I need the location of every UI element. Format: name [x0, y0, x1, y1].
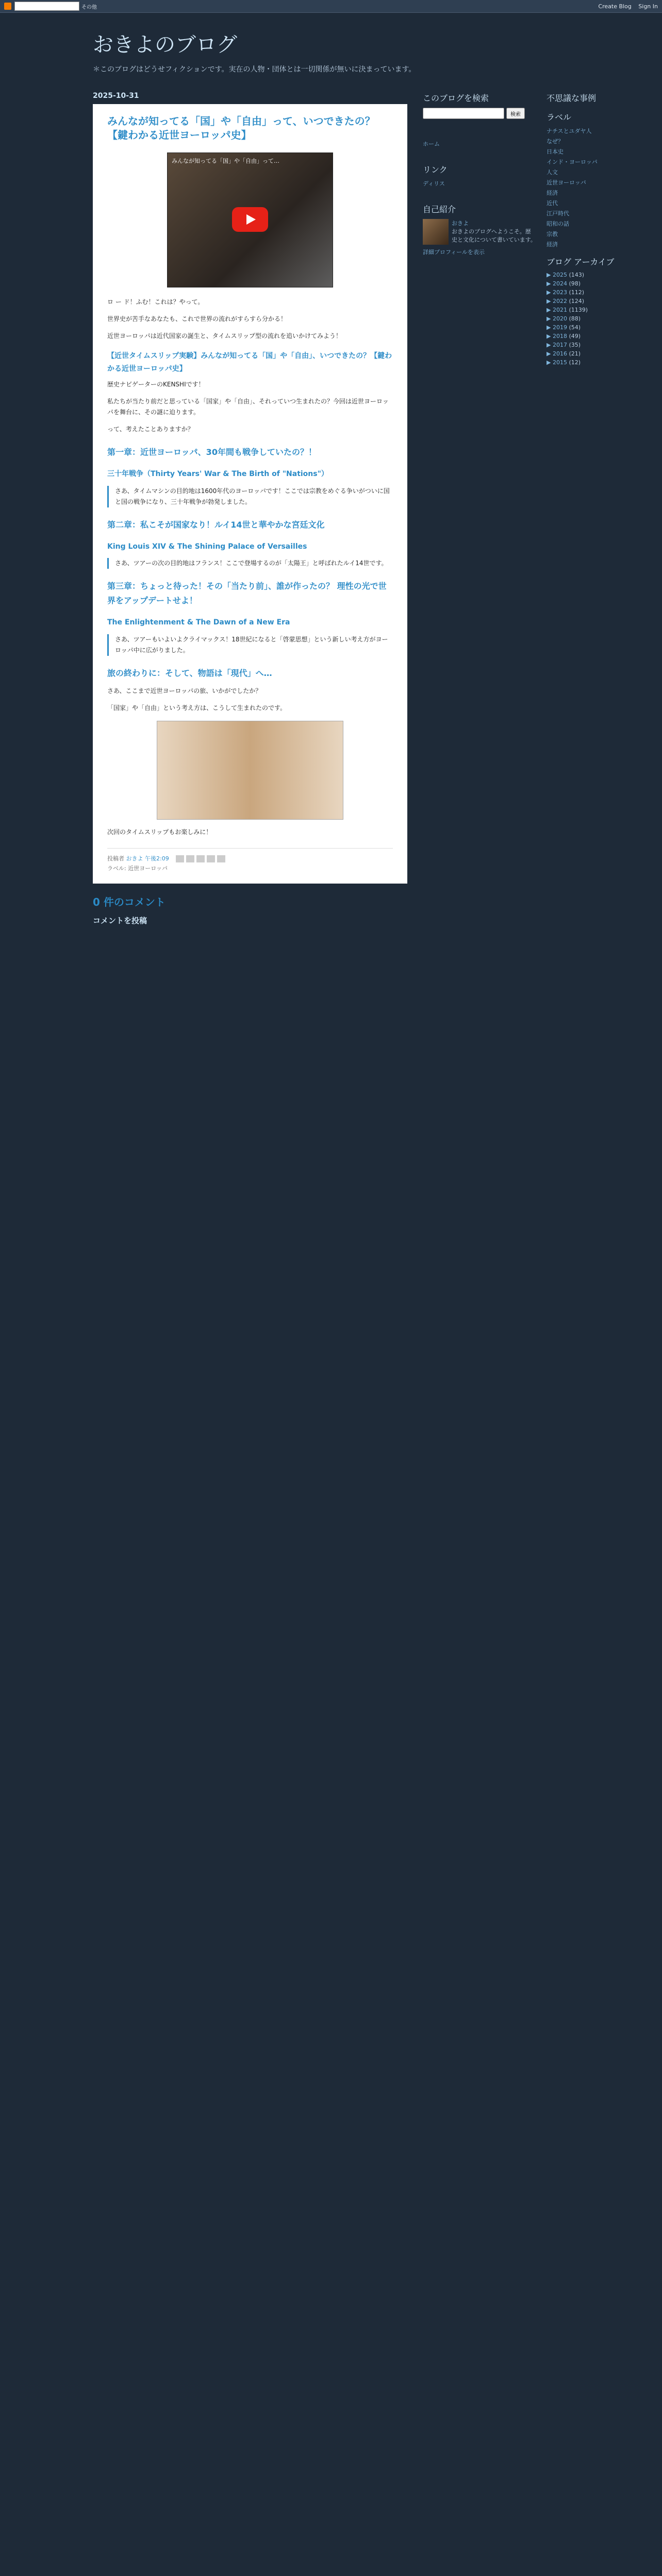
archive-count: (112) — [569, 289, 585, 296]
section-heading: 第二章：私こそが国家なり！ルイ14世と華やかな宮廷文化 — [107, 519, 325, 530]
archive-count: (98) — [569, 280, 581, 287]
avatar[interactable] — [423, 219, 449, 245]
post-paragraph: 私たちが当たり前だと思っている「国家」や「自由」、それっていつ生まれたの？今回は近世ヨーロッパを舞台に、その謎に迫ります。 — [107, 398, 389, 416]
blog-description: ＊このブログはどうせフィクションです。実在の人物・団体とは一切関係が無いに決まっています。 — [93, 65, 416, 74]
video-title: みんなが知ってる「国」や「自由」って… — [172, 158, 279, 164]
archive-count: (35) — [569, 342, 581, 348]
list-item[interactable] — [547, 137, 624, 145]
profile-link[interactable]: 詳細プロフィールを表示 — [423, 249, 485, 256]
label-link[interactable]: 江戸時代 — [547, 210, 569, 217]
author-link[interactable]: おきよ — [126, 855, 143, 862]
blog-title[interactable]: おきよのブログ — [93, 33, 237, 57]
list-item[interactable]: ▶ 2018 (49) — [547, 333, 581, 340]
labels-list — [547, 127, 624, 248]
label-link[interactable]: 昭和の話 — [547, 221, 569, 227]
more-button[interactable]: その他 — [81, 4, 97, 10]
archive-count: (1139) — [569, 307, 588, 313]
date-header: 2025-10-31 — [93, 92, 139, 100]
list-item[interactable] — [547, 147, 624, 156]
label-link[interactable]: 経済 — [547, 241, 558, 248]
closing-paragraph: 「国家」や「自由」という考え方は、こうして生まれたのです。 — [107, 704, 287, 711]
main-column — [93, 84, 407, 936]
label-link[interactable]: ナチスとユダヤ人 — [547, 128, 592, 134]
closing-paragraph: さあ、ここまで近世ヨーロッパの旅、いかがでしたか？ — [107, 687, 262, 694]
post-subheading: 【近世タイムスリップ実験】みんなが知ってる「国」や「自由」、いつできたの？【鍵わかる近世ヨーロッパ史】 — [107, 352, 392, 373]
post-paragraph: ロ ー ド！ふむ！これは？やって。 — [107, 298, 204, 306]
archive-heading: ブログ アーカイブ — [547, 257, 615, 267]
label-link[interactable]: 経済 — [547, 190, 558, 196]
post-paragraph: 世界史が苦手なあなたも、これで世界の流れがすらすら分かる！ — [107, 315, 287, 323]
label-link[interactable]: 近代 — [547, 200, 558, 207]
email-share-icon[interactable] — [176, 855, 184, 862]
archive-year[interactable]: 2015 — [552, 359, 567, 366]
list-item[interactable]: ▶ 2025 (143) — [547, 272, 585, 278]
facebook-share-icon[interactable] — [207, 855, 215, 862]
top-navbar — [0, 0, 662, 13]
section-subheading: King Louis XIV & The Shining Palace of Versailles — [107, 542, 307, 551]
post-illustration[interactable] — [157, 721, 343, 820]
closing-heading: 旅の終わりに：そして、物語は「現代」へ… — [107, 668, 272, 678]
archive-year[interactable]: 2016 — [552, 350, 567, 357]
section-heading: 第三章：ちょっと待った！その「当たり前」、誰が作ったの？ 理性の光で世界をアップデートせよ！ — [107, 581, 387, 605]
archive-year[interactable]: 2021 — [552, 307, 567, 313]
section-heading: 第一章：近世ヨーロッパ、30年間も戦争していたの？！ — [107, 447, 317, 457]
popular-heading: 不思議な事例 — [547, 93, 597, 103]
label-link[interactable]: なぜ？ — [547, 138, 564, 145]
list-item[interactable]: ▶ 2015 (12) — [547, 359, 581, 366]
blog-header — [0, 13, 662, 84]
list-item[interactable]: ▶ 2021 (1139) — [547, 307, 588, 313]
section-text — [107, 486, 393, 507]
section-body: さあ、ツアーの次の目的地はフランス！ここで登場するのが「太陽王」と呼ばれたルイ14世です。 — [115, 560, 388, 567]
blog-search-button[interactable]: 検索 — [506, 108, 525, 119]
list-item[interactable] — [547, 219, 624, 228]
archive-year[interactable]: 2019 — [552, 324, 567, 331]
archive-count: (49) — [569, 333, 581, 340]
label-link[interactable]: 宗教 — [547, 231, 558, 238]
navbar-search-input[interactable] — [14, 2, 79, 11]
section-text — [107, 634, 393, 656]
label-link[interactable]: 近世ヨーロッパ — [547, 179, 586, 186]
archive-count: (54) — [569, 324, 581, 331]
list-item[interactable] — [547, 168, 624, 176]
labels-heading: ラベル — [547, 112, 572, 122]
archive-year[interactable]: 2017 — [552, 342, 567, 348]
list-item[interactable] — [547, 189, 624, 197]
archive-count: (124) — [569, 298, 585, 304]
links-widget — [423, 163, 536, 188]
youtube-video[interactable] — [167, 152, 333, 287]
twitter-share-icon[interactable] — [196, 855, 205, 862]
post-labels[interactable]: ラベル: 近世ヨーロッパ — [107, 865, 168, 872]
sign-in-link[interactable]: Sign In — [638, 3, 658, 10]
blogger-logo-icon[interactable] — [4, 3, 11, 10]
list-item[interactable]: ▶ 2020 (88) — [547, 315, 581, 322]
links-heading: リンク — [423, 165, 448, 175]
archive-count: (12) — [569, 359, 581, 366]
profile-name[interactable]: おきよ — [452, 220, 469, 227]
archive-year[interactable]: 2025 — [552, 272, 567, 278]
post-comment-heading[interactable]: コメントを投稿 — [93, 916, 147, 925]
create-blog-link[interactable]: Create Blog — [598, 3, 632, 10]
closing-paragraph: 次回のタイムスリップもお楽しみに！ — [107, 828, 212, 836]
post-title[interactable]: みんなが知ってる「国」や「自由」って、いつできたの？【鍵わかる近世ヨーロッパ史】 — [107, 115, 375, 141]
archive-year[interactable]: 2022 — [552, 298, 567, 304]
post-paragraph: 歴史ナビゲーターのKENSHIです！ — [107, 381, 205, 388]
list-item[interactable] — [547, 230, 624, 238]
label-link[interactable]: 人文 — [547, 169, 558, 176]
content-area — [0, 84, 662, 936]
profile-widget — [423, 219, 536, 245]
archive-year[interactable]: 2020 — [552, 315, 567, 322]
list-item[interactable] — [547, 158, 624, 166]
post-footer — [107, 848, 393, 874]
list-item[interactable] — [547, 127, 624, 135]
list-item[interactable]: ▶ 2017 (35) — [547, 342, 581, 348]
share-buttons — [176, 855, 225, 862]
blog-this-icon[interactable] — [186, 855, 194, 862]
list-item[interactable]: ▶ 2024 (98) — [547, 280, 581, 287]
blog-search-input[interactable] — [423, 108, 504, 119]
archive-count: (21) — [569, 350, 581, 357]
profile-heading: 自己紹介 — [423, 205, 456, 214]
archive-year[interactable]: 2024 — [552, 280, 567, 287]
list-item[interactable]: ▶ 2022 (124) — [547, 298, 585, 304]
post-timestamp-link[interactable]: 午後2:09 — [145, 855, 169, 862]
home-link[interactable]: ホーム — [423, 141, 440, 147]
list-item[interactable] — [547, 240, 624, 248]
section-subheading: 三十年戦争（Thirty Years' War & The Birth of "Nations"） — [107, 470, 328, 478]
pinterest-share-icon[interactable] — [217, 855, 225, 862]
sidebar-left — [423, 84, 536, 936]
archive-count: (143) — [569, 272, 585, 278]
archive-year[interactable]: 2018 — [552, 333, 567, 340]
comments-section — [93, 884, 407, 936]
profile-text: おきよのブログへようこそ。歴史と文化について書いています。 — [452, 228, 536, 243]
list-item[interactable]: ▶ 2019 (54) — [547, 324, 581, 331]
post-paragraph: 近世ヨーロッパは近代国家の誕生と、タイムスリップ型の流れを追いかけてみよう！ — [107, 332, 342, 340]
section-body: さあ、タイムマシンの目的地は1600年代のヨーロッパです！ここでは宗教をめぐる争いがついに国と国の戦争になり、三十年戦争が勃発しました。 — [115, 487, 390, 505]
section-body: さあ、ツアーもいよいよクライマックス！18世紀になると「啓蒙思想」という新しい考え方がヨーロッパ中に広がりました。 — [115, 635, 388, 654]
section-subheading: The Enlightenment & The Dawn of a New Era — [107, 618, 290, 626]
blog-post — [93, 104, 407, 884]
search-heading: このブログを検索 — [423, 93, 489, 103]
sidebar-right — [547, 84, 624, 936]
list-item[interactable] — [547, 178, 624, 187]
list-item[interactable] — [547, 199, 624, 207]
list-item[interactable]: ▶ 2016 (21) — [547, 350, 581, 357]
post-paragraph: って、考えたことありますか？ — [107, 426, 194, 433]
archive-count: (88) — [569, 315, 581, 322]
comments-count: 0 件のコメント — [93, 896, 166, 908]
list-item[interactable] — [547, 209, 624, 217]
section-text — [107, 558, 393, 569]
archive-list — [547, 272, 624, 366]
footer-by: 投稿者 — [107, 855, 124, 862]
label-link[interactable]: インド・ヨーロッパ — [547, 159, 598, 165]
label-link[interactable]: 日本史 — [547, 148, 564, 155]
links-item[interactable]: ディリス — [423, 180, 445, 187]
archive-year[interactable]: 2023 — [552, 289, 567, 296]
play-icon[interactable] — [232, 207, 268, 232]
blog-search — [423, 108, 536, 119]
list-item[interactable]: ▶ 2023 (112) — [547, 289, 585, 296]
